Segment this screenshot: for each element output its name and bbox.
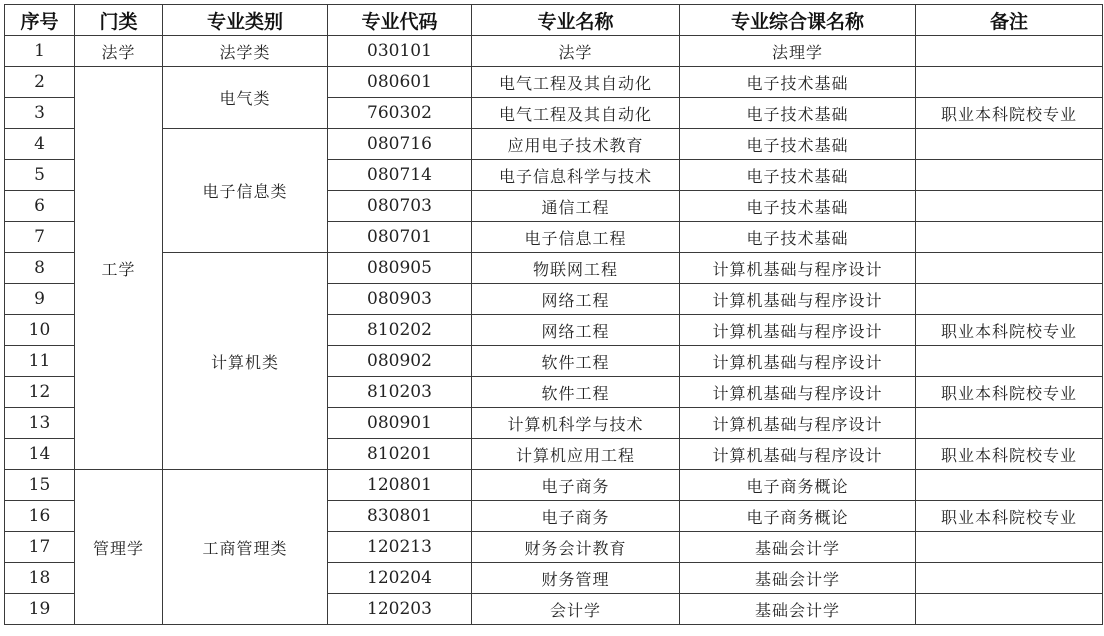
row-index: 8 xyxy=(5,253,75,284)
course-name-cell: 计算机基础与程序设计 xyxy=(680,284,916,315)
row-index: 7 xyxy=(5,222,75,253)
major-name-cell: 物联网工程 xyxy=(472,253,680,284)
note-cell: 职业本科院校专业 xyxy=(916,439,1103,470)
row-index: 18 xyxy=(5,563,75,594)
code-cell: 080901 xyxy=(328,408,472,439)
note-cell: 职业本科院校专业 xyxy=(916,501,1103,532)
note-cell xyxy=(916,408,1103,439)
row-index: 2 xyxy=(5,67,75,98)
course-name-cell: 电子技术基础 xyxy=(680,129,916,160)
course-name-cell: 法理学 xyxy=(680,36,916,67)
code-cell: 120204 xyxy=(328,563,472,594)
row-index: 10 xyxy=(5,315,75,346)
majors-table xyxy=(4,4,1103,625)
code-cell: 030101 xyxy=(328,36,472,67)
note-cell xyxy=(916,470,1103,501)
category-cell: 电子信息类 xyxy=(163,129,328,253)
table-row xyxy=(5,129,1103,160)
discipline-cell: 法学 xyxy=(75,36,163,67)
code-cell: 080902 xyxy=(328,346,472,377)
code-cell: 080905 xyxy=(328,253,472,284)
code-cell: 810203 xyxy=(328,377,472,408)
course-name-cell: 计算机基础与程序设计 xyxy=(680,253,916,284)
major-name-cell: 计算机科学与技术 xyxy=(472,408,680,439)
course-name-cell: 电子技术基础 xyxy=(680,160,916,191)
code-cell: 080701 xyxy=(328,222,472,253)
row-index: 1 xyxy=(5,36,75,67)
note-cell: 职业本科院校专业 xyxy=(916,98,1103,129)
code-cell: 120203 xyxy=(328,594,472,625)
row-index: 15 xyxy=(5,470,75,501)
code-cell: 080703 xyxy=(328,191,472,222)
course-name-cell: 基础会计学 xyxy=(680,594,916,625)
major-name-cell: 财务管理 xyxy=(472,563,680,594)
code-cell: 810202 xyxy=(328,315,472,346)
major-name-cell: 会计学 xyxy=(472,594,680,625)
header-category: 专业类别 xyxy=(163,5,328,36)
course-name-cell: 计算机基础与程序设计 xyxy=(680,346,916,377)
note-cell xyxy=(916,563,1103,594)
code-cell: 830801 xyxy=(328,501,472,532)
note-cell xyxy=(916,129,1103,160)
course-name-cell: 电子技术基础 xyxy=(680,98,916,129)
header-course-name: 专业综合课名称 xyxy=(680,5,916,36)
category-cell: 电气类 xyxy=(163,67,328,129)
note-cell xyxy=(916,284,1103,315)
note-cell xyxy=(916,160,1103,191)
table-row xyxy=(5,36,1103,67)
note-cell xyxy=(916,532,1103,563)
category-cell: 工商管理类 xyxy=(163,470,328,625)
header-row xyxy=(5,5,1103,36)
course-name-cell: 电子技术基础 xyxy=(680,191,916,222)
course-name-cell: 计算机基础与程序设计 xyxy=(680,408,916,439)
header-code: 专业代码 xyxy=(328,5,472,36)
table-row xyxy=(5,253,1103,284)
note-cell xyxy=(916,594,1103,625)
row-index: 19 xyxy=(5,594,75,625)
header-note: 备注 xyxy=(916,5,1103,36)
course-name-cell: 电子商务概论 xyxy=(680,501,916,532)
course-name-cell: 电子技术基础 xyxy=(680,222,916,253)
table-row xyxy=(5,470,1103,501)
code-cell: 810201 xyxy=(328,439,472,470)
note-cell xyxy=(916,253,1103,284)
row-index: 14 xyxy=(5,439,75,470)
course-name-cell: 计算机基础与程序设计 xyxy=(680,439,916,470)
note-cell xyxy=(916,222,1103,253)
major-name-cell: 电子信息工程 xyxy=(472,222,680,253)
note-cell xyxy=(916,67,1103,98)
row-index: 12 xyxy=(5,377,75,408)
row-index: 13 xyxy=(5,408,75,439)
major-name-cell: 计算机应用工程 xyxy=(472,439,680,470)
code-cell: 080601 xyxy=(328,67,472,98)
note-cell: 职业本科院校专业 xyxy=(916,377,1103,408)
major-name-cell: 电子信息科学与技术 xyxy=(472,160,680,191)
code-cell: 120213 xyxy=(328,532,472,563)
code-cell: 120801 xyxy=(328,470,472,501)
row-index: 6 xyxy=(5,191,75,222)
major-name-cell: 网络工程 xyxy=(472,315,680,346)
note-cell xyxy=(916,346,1103,377)
major-name-cell: 电子商务 xyxy=(472,470,680,501)
note-cell: 职业本科院校专业 xyxy=(916,315,1103,346)
category-cell: 计算机类 xyxy=(163,253,328,470)
header-index: 序号 xyxy=(5,5,75,36)
note-cell xyxy=(916,36,1103,67)
table-row xyxy=(5,67,1103,98)
major-name-cell: 软件工程 xyxy=(472,346,680,377)
row-index: 16 xyxy=(5,501,75,532)
major-name-cell: 财务会计教育 xyxy=(472,532,680,563)
course-name-cell: 电子技术基础 xyxy=(680,67,916,98)
discipline-cell: 管理学 xyxy=(75,470,163,625)
major-name-cell: 通信工程 xyxy=(472,191,680,222)
course-name-cell: 计算机基础与程序设计 xyxy=(680,315,916,346)
row-index: 5 xyxy=(5,160,75,191)
major-name-cell: 电子商务 xyxy=(472,501,680,532)
major-name-cell: 电气工程及其自动化 xyxy=(472,67,680,98)
course-name-cell: 基础会计学 xyxy=(680,563,916,594)
major-name-cell: 网络工程 xyxy=(472,284,680,315)
row-index: 11 xyxy=(5,346,75,377)
code-cell: 080903 xyxy=(328,284,472,315)
major-name-cell: 软件工程 xyxy=(472,377,680,408)
category-cell: 法学类 xyxy=(163,36,328,67)
header-major-name: 专业名称 xyxy=(472,5,680,36)
note-cell xyxy=(916,191,1103,222)
major-name-cell: 电气工程及其自动化 xyxy=(472,98,680,129)
row-index: 9 xyxy=(5,284,75,315)
code-cell: 080714 xyxy=(328,160,472,191)
course-name-cell: 电子商务概论 xyxy=(680,470,916,501)
course-name-cell: 计算机基础与程序设计 xyxy=(680,377,916,408)
row-index: 17 xyxy=(5,532,75,563)
discipline-cell: 工学 xyxy=(75,67,163,470)
major-name-cell: 法学 xyxy=(472,36,680,67)
row-index: 3 xyxy=(5,98,75,129)
header-discipline: 门类 xyxy=(75,5,163,36)
course-name-cell: 基础会计学 xyxy=(680,532,916,563)
row-index: 4 xyxy=(5,129,75,160)
code-cell: 080716 xyxy=(328,129,472,160)
major-name-cell: 应用电子技术教育 xyxy=(472,129,680,160)
code-cell: 760302 xyxy=(328,98,472,129)
